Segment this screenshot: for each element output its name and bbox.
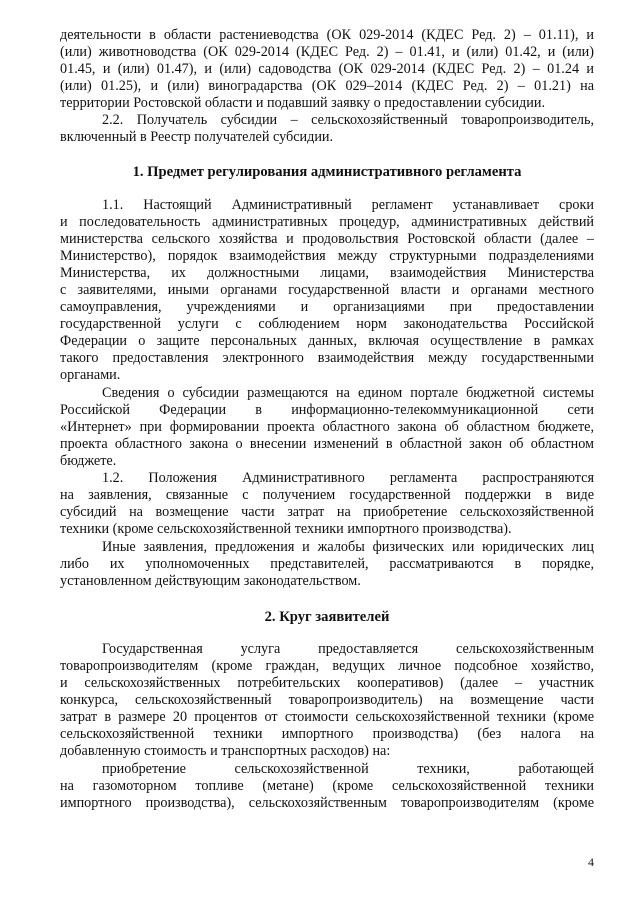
text-line: и сельскохозяйственных потребительских кооперативов) (далее – участник — [60, 675, 594, 691]
text-line: Иные заявления, предложения и жалобы физических или юридических лиц — [102, 539, 594, 555]
text-line: самоуправления, учреждениями и организациями при предоставлении — [60, 299, 594, 315]
text-line: приобретение сельскохозяйственной техники, работающей — [102, 761, 594, 777]
text-line: техники (кроме сельскохозяйственной техники импортного производства). — [60, 521, 512, 537]
page-number: 4 — [588, 855, 594, 869]
text-line: бюджете. — [60, 453, 117, 469]
text-line: импортного производства), сельскохозяйственным товаропроизводителям (кроме — [60, 795, 594, 811]
text-line: 1.1. Настоящий Административный регламент устанавливает сроки — [102, 197, 594, 213]
text-line: государственной услуги с соблюдением норм законодательства Российской — [60, 316, 594, 332]
text-line: включенный в Реестр получателей субсидии. — [60, 129, 334, 145]
text-line: деятельности в области растениеводства (ОК 029-2014 (КДЕС Ред. 2) – 01.11), и — [60, 27, 594, 43]
text-line: Российской Федерации в информационно-телекоммуникационной сети — [60, 402, 594, 418]
text-line: конкурса, сельскохозяйственный товаропроизводитель) на возмещение части — [60, 692, 594, 708]
text-line: проекта областного закона о внесении изменений в областной закон об областном — [60, 436, 594, 452]
text-line: министерства сельского хозяйства и продовольствия Ростовской области (далее – — [60, 231, 594, 247]
text-line: органами. — [60, 367, 121, 383]
text-line: на газомоторном топливе (метане) (кроме сельскохозяйственной техники — [60, 778, 594, 794]
text-line: на заявления, связанные с получением государственной поддержки в виде — [60, 487, 594, 503]
text-line: 01.45, и (или) 01.47), и (или) садоводства (ОК 029-2014 (КДЕС Ред. 2) – 01.24 и — [60, 61, 594, 77]
text-line: 1.2. Положения Административного регламента распространяются — [102, 470, 594, 486]
text-line: субсидий на возмещение части затрат на приобретение сельскохозяйственной — [60, 504, 594, 520]
text-line: с заявителями, иными органами государственной власти и органами местного — [60, 282, 594, 298]
text-line: сельскохозяйственной техники импортного производства) (без налога на — [60, 726, 594, 742]
text-line: Федерации о защите персональных данных, включая осуществление в рамках — [60, 333, 594, 349]
text-line: такого предоставления электронного взаимодействия между государственными — [60, 350, 594, 366]
text-line: территории Ростовской области и подавший заявку о предоставлении субсидии. — [60, 95, 545, 111]
section-heading: 2. Круг заявителей — [264, 609, 390, 625]
text-line: и последовательность административных процедур, административных действий — [60, 214, 594, 230]
text-line: либо их уполномоченных представителей, рассматриваются в порядке, — [60, 556, 594, 572]
text-line: (или) животноводства (ОК 029-2014 (КДЕС Ред. 2) – 01.41, и (или) 01.42, и (или) — [60, 44, 594, 60]
text-line: добавленную стоимость и транспортных расходов) на: — [60, 743, 391, 759]
text-line: товаропроизводителям (кроме граждан, ведущих личное подсобное хозяйство, — [60, 658, 594, 674]
text-line: 2.2. Получатель субсидии – сельскохозяйственный товаропроизводитель, — [102, 112, 594, 128]
text-line: Сведения о субсидии размещаются на едином портале бюджетной системы — [102, 385, 594, 401]
text-line: Министерство), порядок взаимодействия между структурными подразделениями — [60, 248, 594, 264]
section-heading: 1. Предмет регулирования административного регламента — [132, 164, 522, 180]
text-line: Государственная услуга предоставляется сельскохозяйственным — [102, 641, 594, 657]
text-line: затрат в размере 20 процентов от стоимости сельскохозяйственной техники (кроме — [60, 709, 594, 725]
text-line: установленном действующим законодательством. — [60, 573, 361, 589]
text-line: «Интернет» при формировании проекта областного закона об областном бюджете, — [60, 419, 594, 435]
text-line: Министерства, их должностными лицами, взаимодействия Министерства — [60, 265, 594, 281]
text-line: (или) 01.25), и (или) виноградарства (ОК 029–2014 (КДЕС Ред. 2) – 01.21) на — [60, 78, 594, 94]
